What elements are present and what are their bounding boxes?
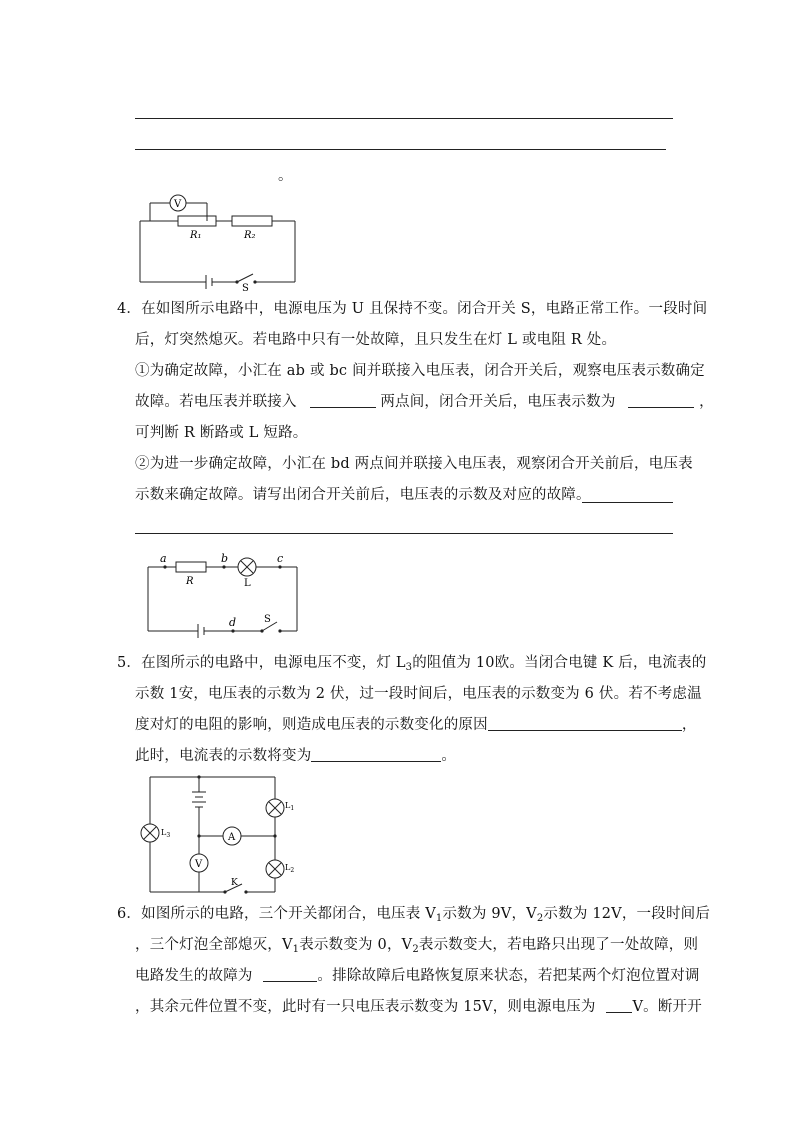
q6-line-1	[117, 904, 710, 924]
q4-line-4-text-c: ，	[699, 394, 714, 410]
q4-blank-2[interactable]	[628, 393, 694, 408]
q5-blank-2[interactable]	[311, 747, 441, 762]
q4-line-5: 可判断 R 断路或 L 短路。	[135, 425, 308, 441]
q6-v2-subscript: 2	[536, 913, 544, 924]
q6-line-3-text-b: 。排除故障后电路恢复原来状态，若把某两个灯泡位置对调	[317, 968, 700, 984]
ammeter-label: A	[228, 832, 236, 843]
q5-line-1-text-a: 5．在图所示的电路中，电源电压不变，灯 L	[117, 655, 406, 671]
point-c-label: c	[277, 552, 284, 565]
lamp-l3-label: $L_3$	[161, 828, 171, 839]
q6-line-4-text-a: ，其余元件位置不变，此时有一只电压表示数变为 15V，则电源电压为	[135, 999, 596, 1015]
lamp-l-label: L	[244, 578, 251, 589]
answer-line	[135, 149, 666, 150]
q4-line-4-text-b: 两点间，闭合开关后，电压表示数为	[380, 394, 616, 410]
q4-blank-1[interactable]	[310, 393, 376, 408]
circuit-diagram-three-lamps	[140, 772, 300, 897]
circuit-diagram-r-l	[140, 550, 310, 638]
r2-label: R₂	[244, 230, 256, 241]
period-mark: 。	[278, 168, 293, 184]
q4-line-2: 后，灯突然熄灭。若电路中只有一处故障，且只发生在灯 L 或电阻 R 处。	[135, 332, 617, 348]
q6-line-1-text-b: 示数为 9V，V	[442, 906, 537, 922]
q6-line-3	[135, 966, 700, 986]
q4-line-3: ①为确定故障，小汇在 ab 或 bc 间并联接入电压表，闭合开关后，观察电压表示数确定	[135, 363, 705, 379]
lamp-l2-label: $L_2$	[285, 863, 295, 874]
voltmeter-label: V	[195, 859, 203, 870]
resistor-r-label: R	[186, 576, 194, 587]
q6-v1-subscript-2: 1	[292, 944, 300, 955]
answer-line	[135, 118, 673, 119]
q4-line-6: ②为进一步确定故障，小汇在 bd 两点间并联接入电压表，观察闭合开关前后，电压表	[135, 456, 693, 472]
q6-line-4	[135, 997, 702, 1017]
q5-line-4-text-b: 。	[441, 748, 457, 764]
q4-answer-blank-3[interactable]	[582, 502, 673, 503]
point-b-label: b	[221, 552, 229, 565]
voltmeter-label: V	[174, 199, 182, 210]
q5-line-3-text-a: 度对灯的电阻的影响，则造成电压表的示数变化的原因	[135, 717, 488, 733]
q4-line-4-text-a: 故障。若电压表并联接入	[135, 394, 297, 410]
q6-line-1-text-c: 示数为 12V，一段时间后	[543, 906, 711, 922]
q5-line-1-text-b: 的阻值为 10欧。当闭合电键 K 后，电流表的	[412, 655, 707, 671]
q6-v2-subscript-2: 2	[412, 944, 419, 955]
q4-line-4	[135, 392, 714, 412]
switch-s-label: S	[264, 614, 271, 625]
q6-line-3-text-a: 电路发生的故障为	[135, 968, 253, 984]
q4-line-1: 4．在如图所示电路中，电源电压为 U 且保持不变。闭合开关 S，电路正常工作。一段时间	[117, 301, 708, 317]
q5-line-4-text-a: 此时，电流表的示数将变为	[135, 748, 312, 764]
r1-label: R₁	[190, 230, 202, 241]
q6-line-2-text-c: 表示数变大，若电路只出现了一处故障，则	[418, 937, 699, 953]
q6-v1-subscript: 1	[435, 913, 443, 924]
q6-line-2-text-a: ，三个灯泡全部熄灭，V	[135, 937, 293, 953]
q6-blank-1[interactable]	[263, 967, 317, 982]
q4-line-7	[135, 485, 591, 505]
switch-k-label: K	[231, 878, 238, 888]
circuit-diagram-r1-r2	[130, 188, 310, 294]
q6-blank-2[interactable]	[606, 998, 632, 1013]
q5-line-3	[135, 715, 697, 735]
q6-line-1-text-a: 6．如图所示的电路，三个开关都闭合，电压表 V	[117, 906, 436, 922]
point-a-label: a	[160, 552, 167, 565]
q6-line-2-text-b: 表示数变为 0，V	[299, 937, 413, 953]
q5-l3-subscript: 3	[405, 662, 413, 673]
q5-line-2: 示数 1安，电压表的示数为 2 伏，过一段时间后，电压表的示数变为 6 伏。若不考虑温	[135, 686, 702, 702]
lamp-l1-label: $L_1$	[285, 801, 295, 812]
q5-line-3-text-b: ，	[681, 717, 697, 733]
q6-line-2	[135, 935, 698, 955]
q5-blank-1[interactable]	[488, 716, 682, 731]
q6-line-4-text-b: V。断开开	[632, 999, 702, 1015]
point-d-label: d	[229, 616, 237, 629]
q4-answer-line[interactable]	[135, 533, 673, 534]
q5-line-1	[117, 653, 706, 673]
switch-label: S	[242, 283, 249, 294]
q5-line-4	[135, 746, 456, 766]
q4-line-7-text: 示数来确定故障。请写出闭合开关前后，电压表的示数及对应的故障。	[135, 487, 591, 503]
